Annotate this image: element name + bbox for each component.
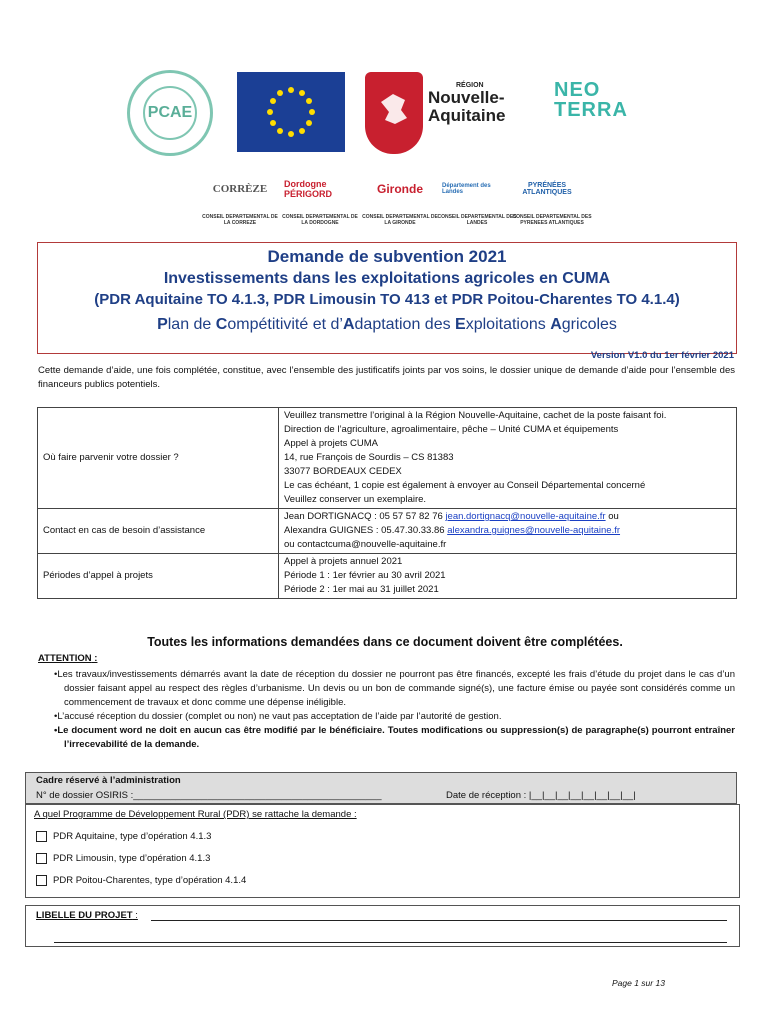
all-info-notice: Toutes les informations demandées dans ce document doivent être complétées. <box>147 635 623 649</box>
option-label: PDR Limousin, type d’opération 4.1.3 <box>53 853 211 864</box>
eu-stars-icon <box>237 72 345 152</box>
list-item: •Les travaux/investissements démarrés avant la date de réception du dossier ne pourront pas être financés, excepté les frais d’étude du projet dans le cas d’un dossier faisant appel au respect des règles d’urbanisme. Un devis ou un bon de commande signé(s), une facture émise ou payée sont considérés comme un commencement de travaux et donc comme une dépense inéligible. <box>54 669 735 708</box>
period-line: Appel à projets annuel 2021 <box>284 556 403 567</box>
dept-caption: CONSEIL DEPARTEMENTAL DES LANDES <box>437 214 517 226</box>
option-label: PDR Poitou-Charentes, type d’opération 4.1.4 <box>53 875 247 886</box>
pyrenees-logo <box>516 172 578 206</box>
address-line: Direction de l’agriculture, agroalimentaire, pêche – Unité CUMA et équipements <box>284 424 619 435</box>
lion-icon <box>365 72 423 154</box>
admin-box <box>25 772 737 804</box>
title-line-2: Investissements dans les exploitations agricoles en CUMA <box>163 270 611 287</box>
neoterra-line-1: NEO <box>554 79 601 101</box>
email-link-dortignacq[interactable]: jean.dortignacq@nouvelle-aquitaine.fr <box>445 511 606 522</box>
title-line-3: (PDR Aquitaine TO 4.1.3, PDR Limousin TO 413 et PDR Poitou-Charentes TO 4.1.4) <box>94 291 680 308</box>
table-cell-label: Contact en cas de besoin d’assistance <box>38 509 279 554</box>
dept-caption: CONSEIL DEPARTEMENTAL DES PYRENEES ATLANTIQUES <box>512 214 592 226</box>
dept-name: CORRÈZE <box>212 183 268 195</box>
option-label: PDR Aquitaine, type d’opération 4.1.3 <box>53 831 212 842</box>
dept-caption: CONSEIL DEPARTEMENTAL DE LA CORREZE <box>202 214 278 226</box>
table-cell-value <box>279 509 737 554</box>
osiris-field[interactable]: N° de dossier OSIRIS :_______________________________________________ <box>36 790 382 801</box>
address-line: Veuillez conserver un exemplaire. <box>284 494 427 505</box>
neoterra-logo <box>554 79 628 121</box>
contact-phone: Alexandra GUIGNES : 05.47.30.33.86 <box>284 525 445 536</box>
table-cell-value <box>279 554 737 599</box>
region-name-2: Aquitaine <box>428 106 506 125</box>
contact-general: ou contactcuma@nouvelle-aquitaine.fr <box>284 539 447 550</box>
plan-title: Plan de Compétitivité et d’Adaptation des Exploitations Agricoles <box>157 316 617 333</box>
table-cell-value <box>279 408 737 509</box>
dept-caption: CONSEIL DEPARTEMENTAL DE LA DORDOGNE <box>282 214 358 226</box>
dept-name: PYRÉNÉES ATLANTIQUES <box>522 182 572 196</box>
pcae-logo <box>127 70 213 156</box>
intro-paragraph: Cette demande d’aide, une fois complétée, constitue, avec l’ensemble des justificatifs joints par vos soins, le dossier unique de demande d’aide pour l’ensemble des financeurs publics potentiels. <box>38 365 735 390</box>
libelle-input-line[interactable] <box>54 942 727 943</box>
checkbox-icon[interactable] <box>36 875 47 886</box>
pdr-question: A quel Programme de Développement Rural (PDR) se rattache la demande : <box>34 809 357 820</box>
address-line: Le cas échéant, 1 copie est également à envoyer au Conseil Départemental concerné <box>284 480 646 491</box>
info-table <box>37 407 737 599</box>
libelle-input-line[interactable] <box>151 920 727 921</box>
page-number: Page 1 sur 13 <box>612 978 665 988</box>
address-line: 14, rue François de Sourdis – CS 81383 <box>284 452 454 463</box>
dept-caption: CONSEIL DEPARTEMENTAL DE LA GIRONDE <box>362 214 438 226</box>
dordogne-logo <box>284 172 356 206</box>
address-line: 33077 BORDEAUX CEDEX <box>284 466 402 477</box>
region-prefix: RÉGION <box>456 82 484 89</box>
table-row <box>38 509 737 554</box>
correze-logo <box>200 172 280 206</box>
table-row <box>38 408 737 509</box>
address-line: Veuillez transmettre l’original à la Région Nouvelle-Aquitaine, cachet de la poste faisant foi. <box>284 410 667 421</box>
admin-title: Cadre réservé à l’administration <box>36 775 181 786</box>
pdr-option-limousin[interactable] <box>36 853 210 864</box>
table-cell-label: Périodes d’appel à projets <box>38 554 279 599</box>
table-cell-label: Où faire parvenir votre dossier ? <box>38 408 279 509</box>
landes-logo <box>442 172 512 206</box>
period-line: Période 1 : 1er février au 30 avril 2021 <box>284 570 446 581</box>
version-label: Version V1.0 du 1er février 2021 <box>590 350 734 361</box>
title-line-1: Demande de subvention 2021 <box>267 247 507 266</box>
attention-list <box>50 668 735 752</box>
list-item: •L’accusé réception du dossier (complet ou non) ne vaut pas acceptation de l’aide par l’autorité de gestion. <box>54 711 502 722</box>
pcae-logo-text: PCAE <box>147 104 193 121</box>
contact-or: ou <box>608 511 619 522</box>
dept-name: Dordogne PÉRIGORD <box>284 179 333 199</box>
libelle-box <box>25 905 740 947</box>
checkbox-icon[interactable] <box>36 831 47 842</box>
eu-flag-logo <box>237 72 345 152</box>
reception-date-field[interactable]: Date de réception : |__|__|__|__|__|__|__|__| <box>446 790 636 801</box>
region-logo-text <box>428 82 528 125</box>
region-shield-logo <box>365 72 423 154</box>
neoterra-line-2: TERRA <box>554 99 628 121</box>
region-name-1: Nouvelle- <box>428 88 505 107</box>
dept-name: Gironde <box>376 182 423 196</box>
pdr-box <box>25 804 740 898</box>
pdr-option-poitou[interactable] <box>36 875 246 886</box>
libelle-label: LIBELLE DU PROJET : <box>36 910 138 921</box>
contact-phone: Jean DORTIGNACQ : 05 57 57 82 76 <box>284 511 443 522</box>
period-line: Période 2 : 1er mai au 31 juillet 2021 <box>284 584 439 595</box>
table-row <box>38 554 737 599</box>
list-item: •Le document word ne doit en aucun cas être modifié par le bénéficiaire. Toutes modifications ou suppression(s) de paragraphe(s) pourront entraîner l’irrecevabilité de la demande. <box>54 725 735 750</box>
dept-name: Département des Landes <box>442 183 491 195</box>
title-box <box>37 242 737 354</box>
email-link-guignes[interactable]: alexandra.guignes@nouvelle-aquitaine.fr <box>447 525 621 536</box>
attention-heading: ATTENTION : <box>38 653 98 664</box>
pdr-option-aquitaine[interactable] <box>36 831 211 842</box>
address-line: Appel à projets CUMA <box>284 438 378 449</box>
checkbox-icon[interactable] <box>36 853 47 864</box>
gironde-logo <box>360 172 440 206</box>
